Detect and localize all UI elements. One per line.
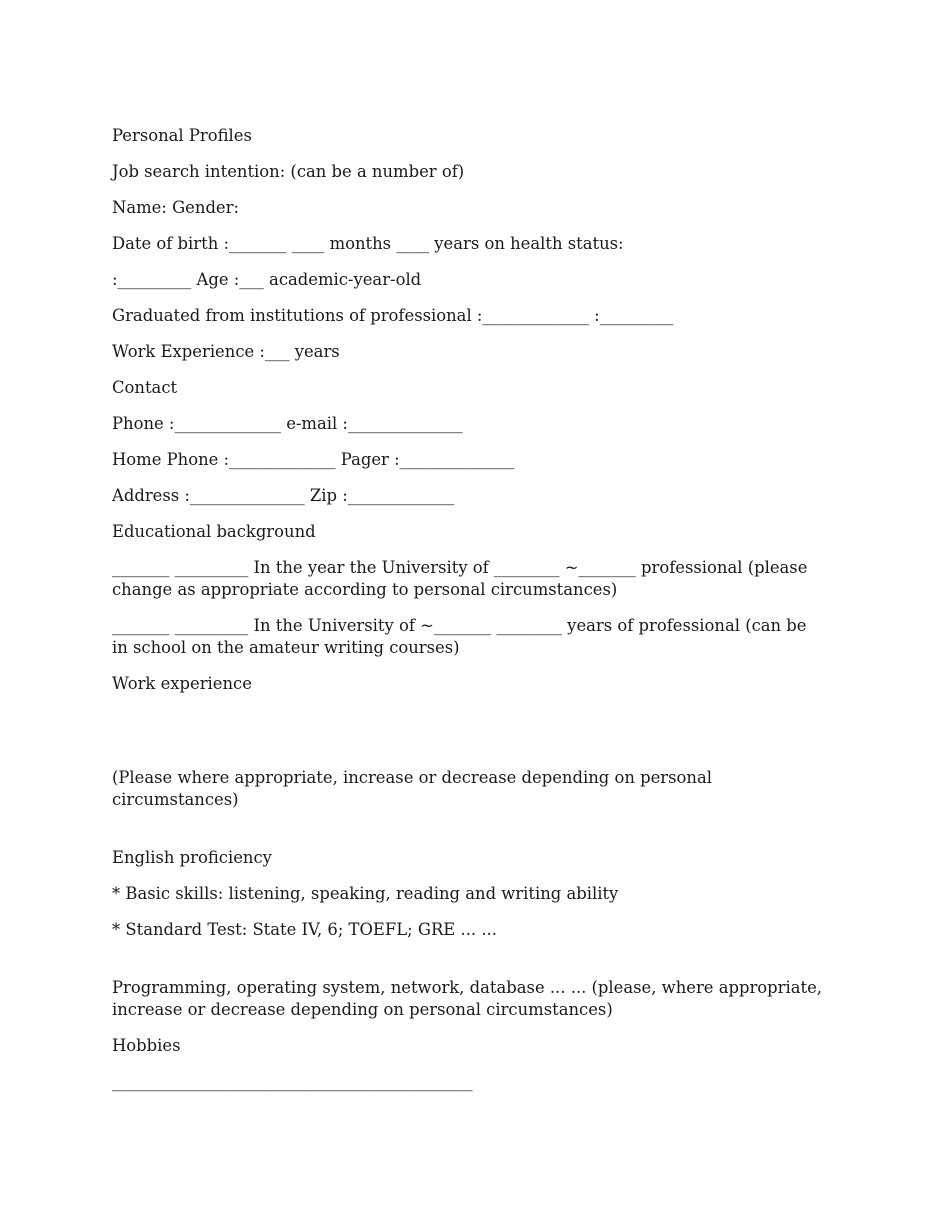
- hobbies-blank-line: ____________________________________________: [112, 1072, 473, 1091]
- education-entry-2: _______ _________ In the University of ~_______ ________ years of professional (can be in school on the amateur writing courses): [112, 616, 807, 657]
- work-experience-heading: Work experience: [112, 674, 252, 693]
- programming-line: Programming, operating system, network, database ... ... (please, where appropriate, increase or decrease depending on personal circumstances): [112, 978, 822, 1019]
- basic-skills-line: * Basic skills: listening, speaking, reading and writing ability: [112, 884, 619, 903]
- document-body: [112, 125, 822, 1107]
- name-gender-line: Name: Gender:: [112, 198, 239, 217]
- education-heading: Educational background: [112, 522, 316, 541]
- home-phone-line: Home Phone :_____________ Pager :______________: [112, 450, 515, 469]
- blank-space: [112, 825, 822, 847]
- age-line: :_________ Age :___ academic-year-old: [112, 270, 422, 289]
- graduated-line: Graduated from institutions of professional :_____________ :_________: [112, 306, 674, 325]
- address-line: Address :______________ Zip :_____________: [112, 486, 455, 505]
- blank-space: [112, 709, 822, 767]
- hobbies-heading: Hobbies: [112, 1036, 181, 1055]
- work-experience-note: (Please where appropriate, increase or decrease depending on personal circumstances): [112, 768, 712, 809]
- education-entry-1: _______ _________ In the year the University of ________ ~_______ professional (please change as appropriate according to personal circumstances): [112, 558, 808, 599]
- work-experience-years-line: Work Experience :___ years: [112, 342, 340, 361]
- blank-space: [112, 955, 822, 977]
- contact-heading: Contact: [112, 378, 178, 397]
- date-of-birth-line: Date of birth :_______ ____ months ____ years on health status:: [112, 234, 624, 253]
- standard-test-line: * Standard Test: State IV, 6; TOEFL; GRE ... ...: [112, 920, 497, 939]
- phone-line: Phone :_____________ e-mail :______________: [112, 414, 463, 433]
- document-title: Personal Profiles: [112, 126, 252, 145]
- job-intention-line: Job search intention: (can be a number of): [112, 162, 465, 181]
- english-heading: English proficiency: [112, 848, 272, 867]
